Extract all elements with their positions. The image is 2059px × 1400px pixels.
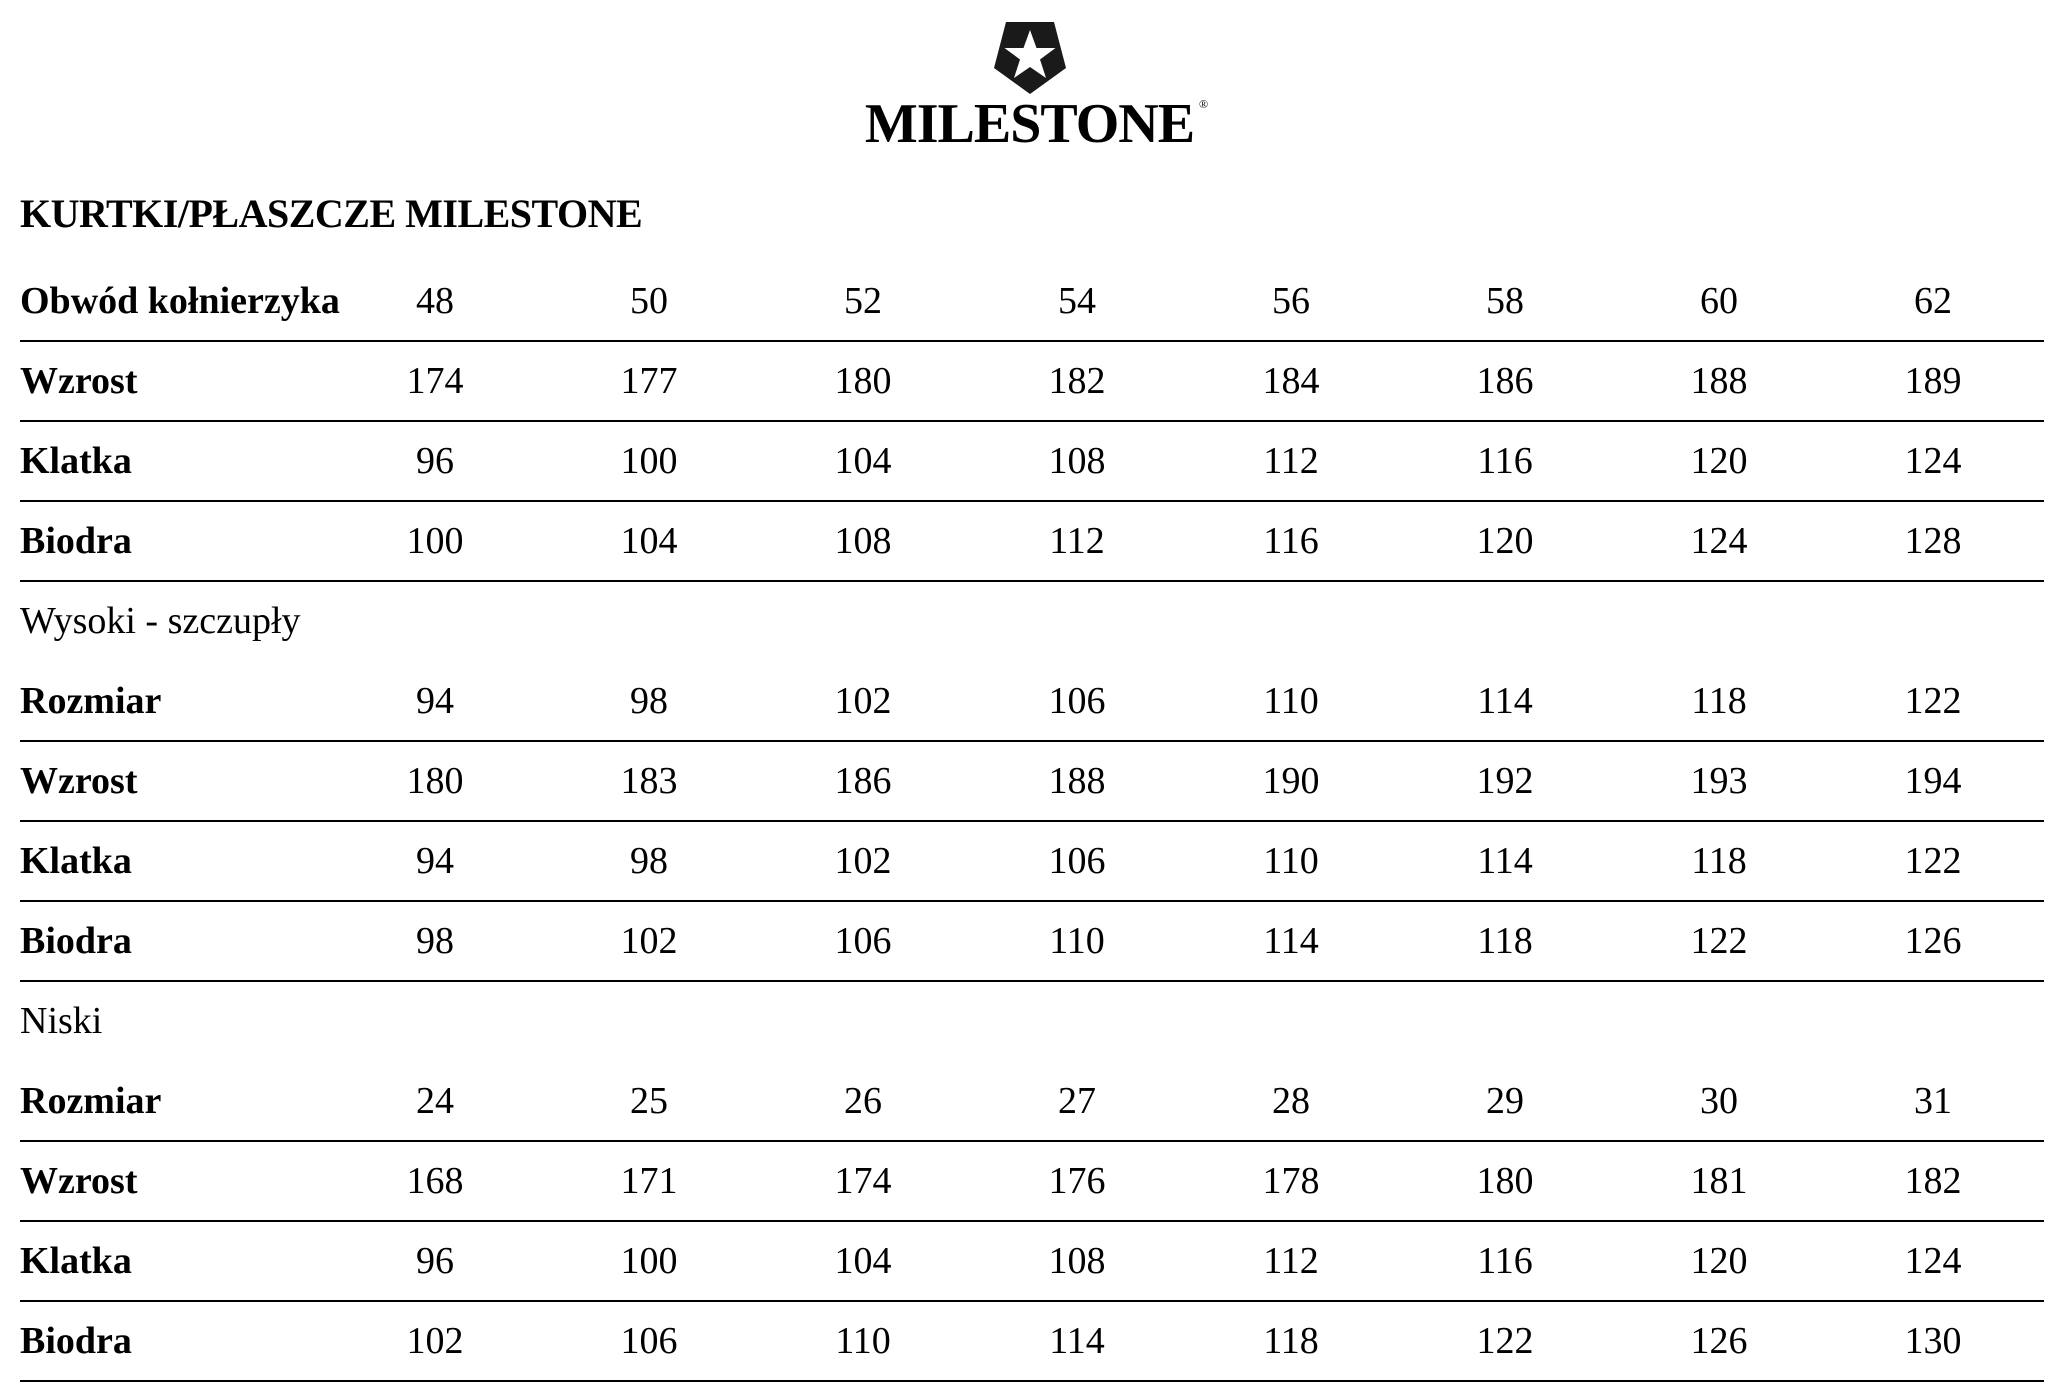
table-cell: 128 (1904, 520, 1962, 562)
section-subheading-row (20, 982, 2044, 1062)
table-row (20, 742, 2044, 822)
table-row (20, 422, 2044, 502)
table-cell: 104 (620, 520, 678, 562)
table-cell: 112 (1263, 1240, 1319, 1282)
table-row (20, 262, 2044, 342)
table-cell: 58 (1486, 280, 1524, 322)
table-cell: 108 (1048, 440, 1106, 482)
table-cell: 106 (1048, 680, 1106, 722)
table-cell: 118 (1691, 840, 1747, 882)
table-cell: 100 (620, 440, 678, 482)
table-cell: 114 (1263, 920, 1319, 962)
table-cell: 168 (406, 1160, 464, 1202)
table-cell: 110 (1049, 920, 1105, 962)
table-cell: 130 (1904, 1320, 1962, 1362)
table-cell: 114 (1477, 680, 1533, 722)
table-cell: 62 (1914, 280, 1952, 322)
table-cell: 122 (1690, 920, 1748, 962)
table-cell: 171 (620, 1160, 678, 1202)
table-cell: 118 (1691, 680, 1747, 722)
table-cell: 126 (1690, 1320, 1748, 1362)
table-cell: 118 (1263, 1320, 1319, 1362)
table-cell: 180 (834, 360, 892, 402)
table-cell: 176 (1048, 1160, 1106, 1202)
row-label: Obwód kołnierzyka (20, 280, 340, 322)
table-row (20, 662, 2044, 742)
table-cell: 56 (1272, 280, 1310, 322)
table-cell: 189 (1904, 360, 1962, 402)
table-cell: 182 (1904, 1160, 1962, 1202)
table-cell: 100 (406, 520, 464, 562)
table-cell: 106 (620, 1320, 678, 1362)
table-cell: 190 (1262, 760, 1320, 802)
table-cell: 94 (416, 680, 454, 722)
table-cell: 194 (1904, 760, 1962, 802)
table-row (20, 1222, 2044, 1302)
table-cell: 104 (834, 1240, 892, 1282)
table-cell: 174 (834, 1160, 892, 1202)
row-label: Rozmiar (20, 1080, 162, 1122)
table-cell: 120 (1476, 520, 1534, 562)
table-cell: 110 (1263, 680, 1319, 722)
size-table (20, 262, 2044, 1382)
table-cell: 188 (1690, 360, 1748, 402)
row-label: Wzrost (20, 1160, 138, 1202)
table-row (20, 1142, 2044, 1222)
table-cell: 24 (416, 1080, 454, 1122)
table-row (20, 902, 2044, 982)
row-label: Klatka (20, 440, 132, 482)
table-cell: 31 (1914, 1080, 1952, 1122)
table-cell: 126 (1904, 920, 1962, 962)
row-label: Klatka (20, 840, 132, 882)
table-cell: 25 (630, 1080, 668, 1122)
table-cell: 184 (1262, 360, 1320, 402)
table-cell: 182 (1048, 360, 1106, 402)
table-cell: 54 (1058, 280, 1096, 322)
table-cell: 96 (416, 1240, 454, 1282)
table-row (20, 502, 2044, 582)
row-label: Klatka (20, 1240, 132, 1282)
table-cell: 27 (1058, 1080, 1096, 1122)
table-cell: 110 (835, 1320, 891, 1362)
table-cell: 183 (620, 760, 678, 802)
section-subheading: Niski (20, 1000, 103, 1042)
table-cell: 98 (416, 920, 454, 962)
section-subheading-row (20, 582, 2044, 662)
table-cell: 186 (1476, 360, 1534, 402)
table-cell: 106 (1048, 840, 1106, 882)
table-cell: 100 (620, 1240, 678, 1282)
table-cell: 28 (1272, 1080, 1310, 1122)
table-cell: 116 (1263, 520, 1319, 562)
table-cell: 116 (1477, 1240, 1533, 1282)
table-cell: 180 (1476, 1160, 1534, 1202)
row-label: Biodra (20, 520, 132, 562)
table-cell: 192 (1476, 760, 1534, 802)
brand-name: MILESTONE (864, 93, 1195, 155)
table-cell: 104 (834, 440, 892, 482)
row-label: Biodra (20, 920, 132, 962)
table-row (20, 1302, 2044, 1382)
row-label: Biodra (20, 1320, 132, 1362)
registered-mark: ® (1198, 97, 1209, 111)
table-cell: 102 (406, 1320, 464, 1362)
table-cell: 178 (1262, 1160, 1320, 1202)
table-cell: 180 (406, 760, 464, 802)
table-cell: 30 (1700, 1080, 1738, 1122)
table-cell: 181 (1690, 1160, 1748, 1202)
brand-logo (0, 18, 2059, 155)
page-title: KURTKI/PŁASZCZE MILESTONE (20, 191, 643, 236)
table-cell: 48 (416, 280, 454, 322)
table-cell: 112 (1049, 520, 1105, 562)
table-cell: 177 (620, 360, 678, 402)
table-cell: 108 (1048, 1240, 1106, 1282)
table-cell: 122 (1904, 680, 1962, 722)
table-cell: 108 (834, 520, 892, 562)
row-label: Rozmiar (20, 680, 162, 722)
table-cell: 26 (844, 1080, 882, 1122)
table-cell: 96 (416, 440, 454, 482)
table-cell: 102 (834, 840, 892, 882)
table-cell: 110 (1263, 840, 1319, 882)
table-cell: 114 (1049, 1320, 1105, 1362)
table-cell: 114 (1477, 840, 1533, 882)
row-label: Wzrost (20, 760, 138, 802)
table-cell: 118 (1477, 920, 1533, 962)
table-cell: 106 (834, 920, 892, 962)
table-cell: 174 (406, 360, 464, 402)
row-label: Wzrost (20, 360, 138, 402)
table-row (20, 342, 2044, 422)
star-shield-icon (990, 18, 1070, 98)
section-subheading: Wysoki - szczupły (20, 600, 301, 642)
table-cell: 120 (1690, 440, 1748, 482)
table-cell: 122 (1904, 840, 1962, 882)
table-cell: 124 (1904, 440, 1962, 482)
table-cell: 124 (1904, 1240, 1962, 1282)
table-row (20, 1062, 2044, 1142)
table-cell: 94 (416, 840, 454, 882)
table-cell: 50 (630, 280, 668, 322)
table-cell: 116 (1477, 440, 1533, 482)
table-cell: 102 (620, 920, 678, 962)
table-cell: 186 (834, 760, 892, 802)
table-cell: 188 (1048, 760, 1106, 802)
table-cell: 60 (1700, 280, 1738, 322)
table-cell: 120 (1690, 1240, 1748, 1282)
table-cell: 124 (1690, 520, 1748, 562)
table-cell: 98 (630, 680, 668, 722)
table-row (20, 822, 2044, 902)
table-cell: 112 (1263, 440, 1319, 482)
brand-wordmark (864, 93, 1209, 155)
table-cell: 52 (844, 280, 882, 322)
table-cell: 193 (1690, 760, 1748, 802)
table-cell: 29 (1486, 1080, 1524, 1122)
table-cell: 98 (630, 840, 668, 882)
table-cell: 102 (834, 680, 892, 722)
table-cell: 122 (1476, 1320, 1534, 1362)
